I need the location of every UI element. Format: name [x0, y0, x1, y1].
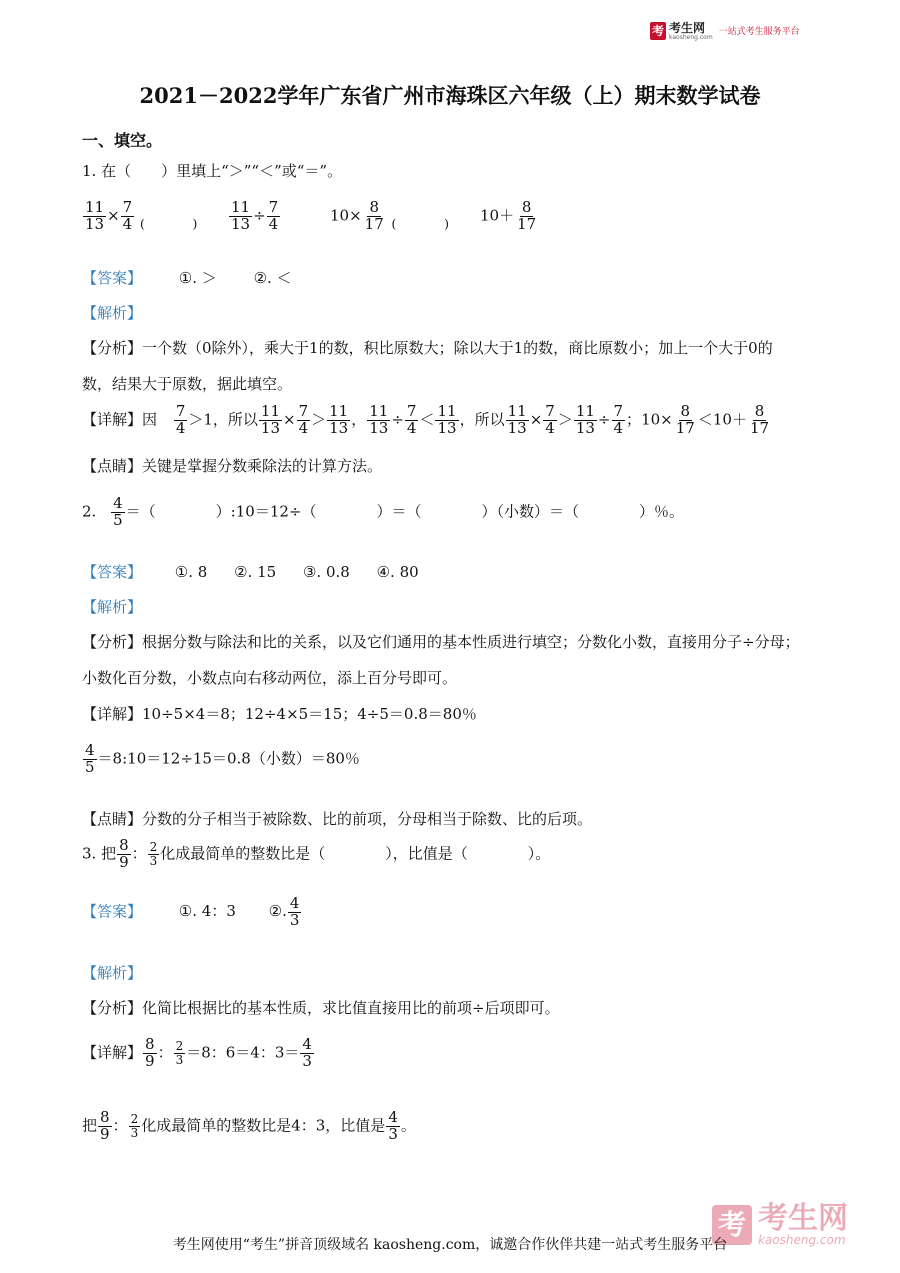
header-logo: [650, 20, 800, 41]
fraction: $\frac{7}{4}$: [268, 198, 279, 233]
q3-answer: 【答案】 ①. 4：3 ②. $\frac{4}{3}$: [82, 894, 300, 929]
watermark-logo: 考 考生网 kaosheng.com: [712, 1204, 848, 1246]
q2-prompt: 2. $\frac{4}{5}$ ＝（ ）:10＝12÷（ ）＝（ ）（小数）＝（ ）％。: [82, 494, 684, 529]
answer-blank[interactable]: ( ): [140, 217, 198, 232]
q1-expr-3: 10× $\frac{8}{17}$ $_{( )}$: [330, 198, 449, 233]
q1-expressions: $\frac{11}{13}$ × $\frac{7}{4}$ $_{( )}$: [85, 198, 198, 233]
q3-analysis-label: 【解析】: [82, 964, 143, 982]
q1-expr-4: 10＋ $\frac{8}{17}$: [480, 198, 537, 233]
q2-fenxi: 【分析】根据分数与除法和比的关系，以及它们通用的基本性质进行填空；分数化小数，直接用分子÷分母；: [82, 633, 800, 651]
q1-dianjing: 【点睛】关键是掌握分数乘除法的计算方法。: [82, 457, 383, 475]
q2-xiangjie-line2: $\frac{4}{5}$ ＝8:10＝12÷15＝0.8（小数）＝80％: [85, 741, 360, 776]
answer-blank[interactable]: ( ): [391, 217, 449, 232]
q1-expr-2: $\frac{11}{13}$ ÷ $\frac{7}{4}$: [231, 198, 279, 233]
q2-fenxi-cont: 小数化百分数，小数点向右移动两位，添上百分号即可。: [82, 669, 458, 687]
q3-conclusion: 把 $\frac{8}{9}$ ： $\frac{2}{3}$ 化成最简单的整数比是4：3，比值是 $\frac{4}{3}$ 。: [82, 1108, 416, 1143]
q1-xiangjie: 【详解】因 $\frac{7}{4}$ ＞1，所以 $\frac{11}{13}$ × $\frac{7}{4}$ ＞ $\frac{11}{13}$ ， $\frac{11}{13}$ ÷ $\frac{7}{4}$ ＜ $\frac{11}{13}$ ，所以 $\frac{11}{13}$ × $\frac{7}{4}$ ＞ $\frac{11}{13}$ ÷ $\frac{7}{4}$ ；10× $\frac{8}{17}$ ＜10＋ $\frac{8}{17}$: [82, 402, 770, 437]
fraction: $\frac{7}{4}$: [122, 198, 133, 233]
q1-answer: 【答案】 ①. ＞ ②. ＜: [82, 269, 292, 287]
logo-icon: 考: [651, 23, 664, 38]
q1-analysis-label: 【解析】: [82, 304, 143, 322]
fraction: $\frac{11}{13}$: [85, 198, 105, 233]
fraction: $\frac{11}{13}$: [231, 198, 251, 233]
watermark-icon: 考: [712, 1205, 752, 1245]
q3-fenxi: 【分析】化简比根据比的基本性质，求比值直接用比的前项÷后项即可。: [82, 999, 560, 1017]
section-heading: 一、填空。: [82, 131, 163, 150]
page-title: 2021－2022学年广东省广州市海珠区六年级（上）期末数学试卷: [139, 83, 761, 108]
q2-xiangjie: 【详解】10÷5×4＝8；12÷4×5＝15；4÷5＝0.8＝80％: [82, 705, 477, 723]
q3-xiangjie: 【详解】 $\frac{8}{9}$ ： $\frac{2}{3}$ ＝8：6＝4：3＝ $\frac{4}{3}$: [82, 1035, 312, 1070]
page-footer: 考生网使用“考生”拼音顶级域名 kaosheng.com，诚邀合作伙伴共建一站式考生服务平台: [172, 1237, 728, 1253]
q1-fenxi: 【分析】一个数（0除外），乘大于1的数，积比原数大；除以大于1的数，商比原数小；加上一个大于0的: [82, 339, 773, 357]
brand-name: 考生网: [669, 21, 706, 35]
q2-answer: 【答案】 ①. 8 ②. 15 ③. 0.8 ④. 80: [82, 563, 419, 581]
brand-domain: kaosheng.com: [669, 34, 713, 41]
q1-fenxi-cont: 数，结果大于原数，据此填空。: [82, 375, 293, 393]
brand-slogan: 一站式考生服务平台: [718, 27, 800, 37]
q2-dianjing: 【点睛】分数的分子相当于被除数、比的前项，分母相当于除数、比的后项。: [82, 810, 593, 828]
q3-prompt: 3. 把 $\frac{8}{9}$ ： $\frac{2}{3}$ 化成最简单的整数比是（ ），比值是（ ）。: [82, 836, 551, 871]
fraction: $\frac{8}{17}$: [364, 198, 384, 233]
fraction: $\frac{8}{17}$: [517, 198, 537, 233]
q2-analysis-label: 【解析】: [82, 598, 143, 616]
q1-prompt: 1. 在（ ）里填上“＞”“＜”或“＝”。: [82, 162, 343, 180]
